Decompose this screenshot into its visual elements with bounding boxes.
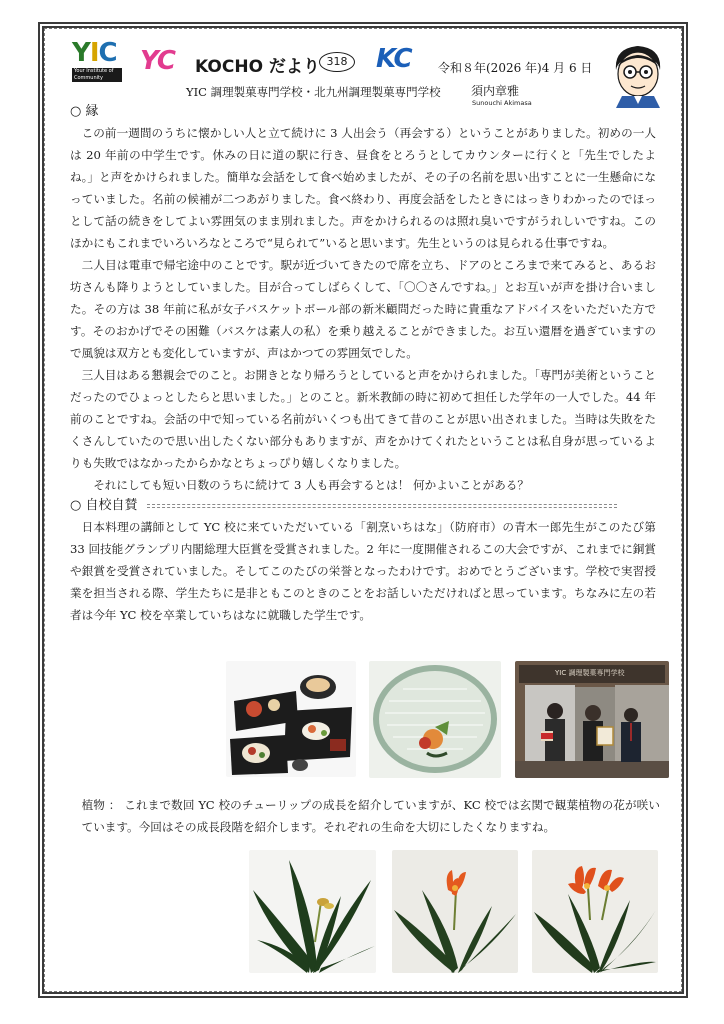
photo-plant-stage-1	[249, 850, 376, 973]
author-caricature-icon	[608, 40, 668, 108]
issue-date: 令和８年(2026 年)4 月 6 日	[438, 61, 593, 75]
section-en-paragraph-4: それにしても短い日数のうちに続けて 3 人も再会するとは！ 何かよいことがある？	[93, 478, 529, 492]
photo-plant-stage-2	[392, 850, 518, 973]
section-title-en: ○ 縁	[70, 104, 99, 119]
yic-logo-tagline: Your Institute of Community Education	[72, 68, 122, 82]
yc-logo: YC	[140, 46, 175, 76]
photo-plant-stage-3	[532, 850, 658, 973]
newsletter-header	[70, 38, 670, 110]
section-en-paragraph-1: この前一週間のうちに懐かしい人と立て続けに 3 人出会う（再会する）ということがありました。初めの一人は 20 年前の中学生です。休みの日に道の駅に行き、昼食をとろうとしてカウンターに行くと「先生でしたよね。」と声をかけられました。簡単な会話をして食べ始めましたが、その子の名前を思い出すことに一生懸命になっていました。名前の候補が二つあがりました。食べ終わり、再度会話をしたときにはっきりわかったのでほっとして話の続きをしてよい雰囲気のまま別れました。声をかけられるのは照れ臭いですがうれしいですね。このほかにもこれまでいろいろなところで“見られて”いると思います。先生というのは見られる仕事ですね。	[70, 126, 656, 250]
section-en-paragraph-2: 二人目は電車で帰宅途中のことです。駅が近づいてきたので席を立ち、ドアのところまで来てみると、あるお坊さんも降りようとしていました。目が合ってしばらくして、「〇〇さんですね。」とお互いが声を掛け合いました。その方は 38 年前に私が女子バスケットボール部の新米顧問だった時に貴重なアドバイスをいただいた方です。そのおかげでその困難（バスケは素人の私）を乗り越えることができました。お互い還暦を過ぎていますので風貌は双方とも変化していますが、声はかつての雰囲気でした。	[70, 258, 656, 360]
kc-logo: KC	[376, 44, 412, 74]
photo-fugu-sashimi	[369, 661, 501, 778]
section-en-paragraph-3: 三人目はある懇親会でのこと。お開きとなり帰ろうとしていると声をかけられました。「専門が美術ということだったのでひょっとしたらと思いました。」とのこと。新米教師の時に初めて担任した学年の一人でした。44 年前のことですね。会話の中で知っている名前がいくつも出てきて昔のことが思い出されました。当時は失敗をたくさんしていたので思い出したくない部分もありますが、声をかけてくれたということは私自身が思っているよりも失敗ではなかったからかなとちょっぴり嬉しくなりました。	[70, 368, 656, 470]
main-content	[70, 102, 656, 626]
photo-kaiseki-dishes	[226, 661, 356, 777]
section-jiko-jisan-paragraph: 日本料理の講師として YC 校に来ていただいている「割烹いちはな」（防府市）の青木一郎先生がこのたび第 33 回技能グランプリ内閣総理大臣賞を受賞されました。2 年に一度開催されるこの大会ですが、これまでに銅賞や銀賞を受賞されていました。そしてこのたびの栄誉となったわけです。おめでとうございます。学校で実習授業を担当される際、学生たちに是非ともこのときのことをお話しいただければと思っています。ちなみに左の若者は今年 YC 校を卒業していちはなに就職した学生です。	[70, 520, 656, 622]
photo-award-recipients	[515, 661, 669, 778]
section-divider	[147, 504, 617, 508]
section-title-jiko-jisan: ○ 自校自賛	[70, 496, 656, 516]
yic-logo: YIC Your Institute of Community Education	[70, 38, 124, 84]
newsletter-title: KOCHO だより	[195, 57, 320, 77]
photo-school-sign: YIC 調理製菓専門学校	[555, 669, 625, 677]
author-name-roman: Sunouchi Akimasa	[472, 99, 532, 107]
plants-paragraph: 植物 ： これまで数回 YC 校のチューリップの成長を紹介していますが、KC 校では玄関で観葉植物の花が咲いています。今回はその成長段階を紹介します。それぞれの生命を大切にしたくなりますね。	[81, 798, 660, 834]
author-name: 須内章雅	[471, 84, 520, 98]
school-names: YIC 調理製菓専門学校・北九州調理製菓専門学校	[186, 85, 441, 99]
plants-paragraph-block	[70, 794, 660, 838]
issue-number-badge: 318	[319, 52, 355, 72]
